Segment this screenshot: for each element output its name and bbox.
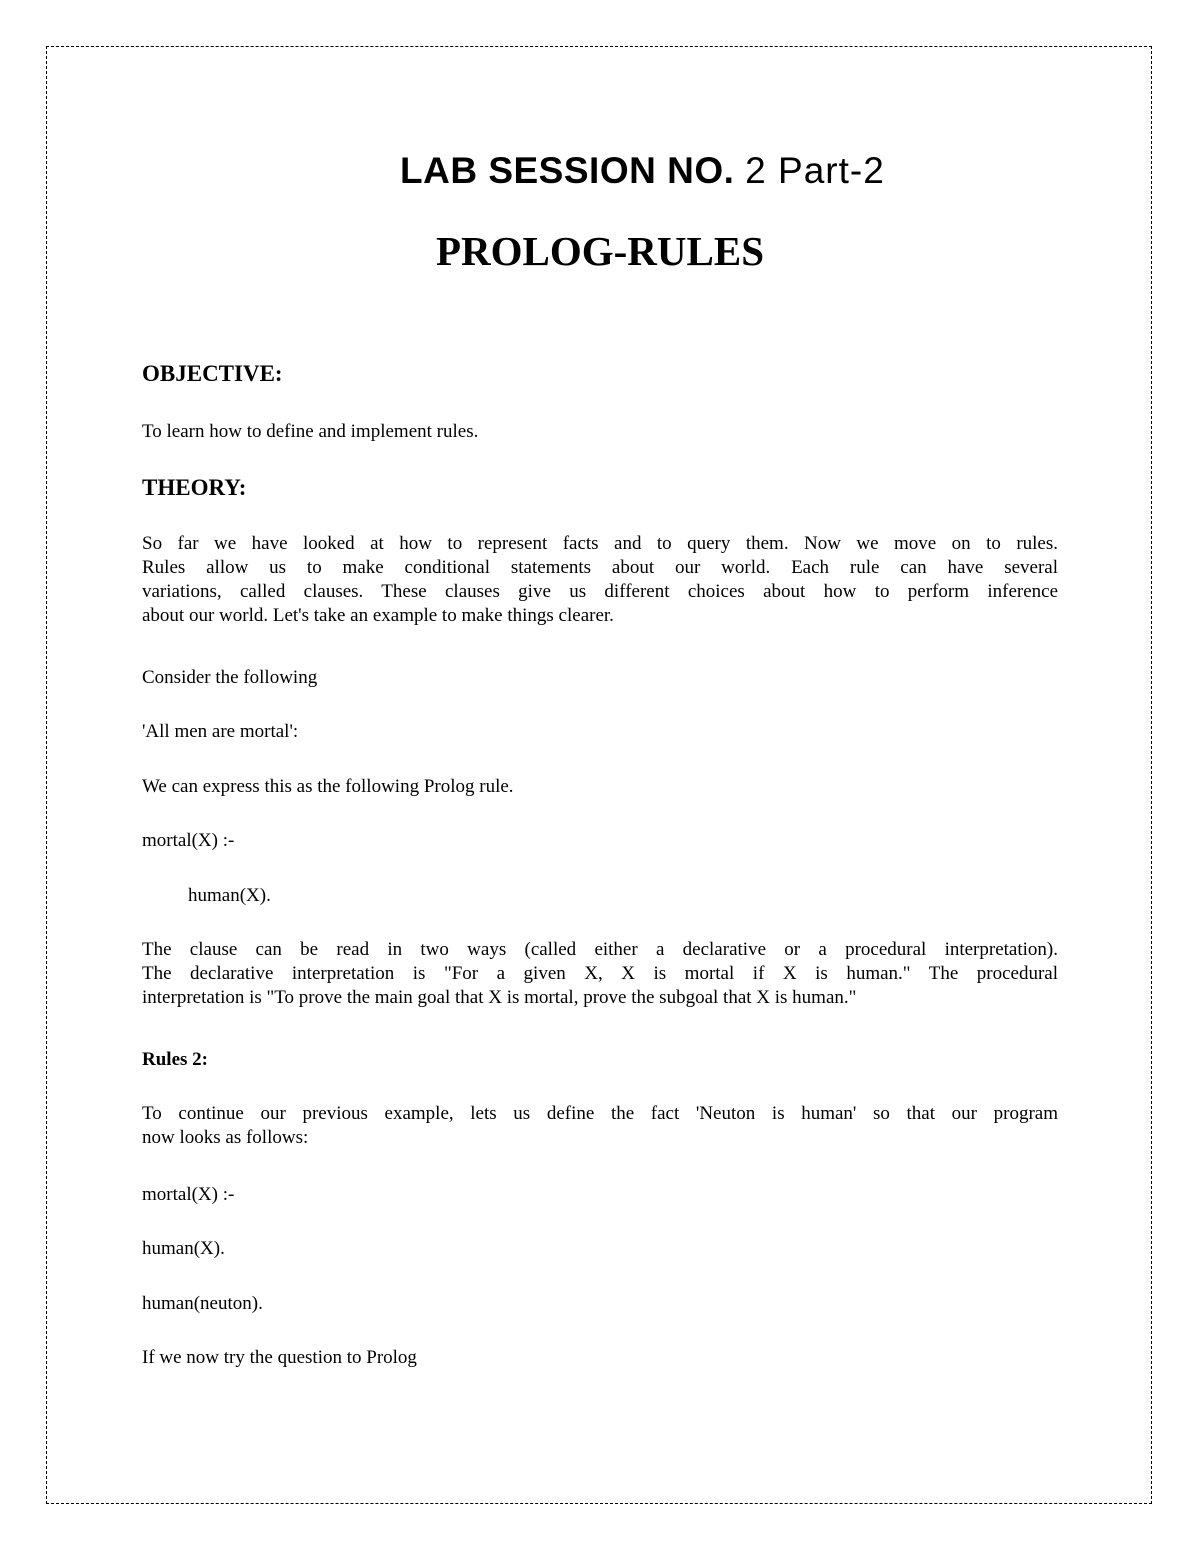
lab-session-title — [400, 148, 885, 194]
consider-text: Consider the following — [142, 667, 318, 688]
closing-text: If we now try the question to Prolog — [142, 1347, 417, 1368]
theory-heading: THEORY: — [142, 475, 247, 500]
paragraph-line: variations, called clauses. These clauses give us different choices about how to perform inference — [142, 581, 1058, 602]
theory-paragraph — [142, 532, 1058, 628]
paragraph-line: So far we have looked at how to represent facts and to query them. Now we move on to rules. — [142, 533, 1058, 554]
code-rule-head: mortal(X) :- — [142, 830, 235, 851]
code-line: human(X). — [142, 1238, 225, 1259]
objective-heading: OBJECTIVE: — [142, 361, 283, 386]
paragraph-line: about our world. Let's take an example to make things clearer. — [142, 605, 614, 626]
objective-text: To learn how to define and implement rules. — [142, 421, 479, 442]
paragraph-line: interpretation is "To prove the main goal that X is mortal, prove the subgoal that X is human." — [142, 987, 857, 1008]
paragraph-line: The declarative interpretation is "For a given X, X is mortal if X is human." The procedural — [142, 963, 1058, 984]
clause-paragraph — [142, 938, 1058, 1010]
lab-session-label: LAB SESSION NO. — [400, 150, 735, 191]
code-rule-body: human(X). — [188, 885, 271, 906]
paragraph-line: now looks as follows: — [142, 1127, 309, 1148]
quote-text: 'All men are mortal': — [142, 721, 299, 742]
lab-session-part: 2 Part-2 — [745, 150, 885, 191]
rules2-heading: Rules 2: — [142, 1049, 208, 1070]
paragraph-line: The clause can be read in two ways (called either a declarative or a procedural interpretation). — [142, 939, 1058, 960]
paragraph-line: Rules allow us to make conditional statements about our world. Each rule can have several — [142, 557, 1058, 578]
page-title: PROLOG-RULES — [435, 228, 765, 274]
express-text: We can express this as the following Prolog rule. — [142, 776, 514, 797]
code-line: mortal(X) :- — [142, 1184, 235, 1205]
paragraph-line: To continue our previous example, lets us define the fact 'Neuton is human' so that our program — [142, 1103, 1058, 1124]
rules2-intro — [142, 1102, 1058, 1150]
code-line: human(neuton). — [142, 1293, 263, 1314]
